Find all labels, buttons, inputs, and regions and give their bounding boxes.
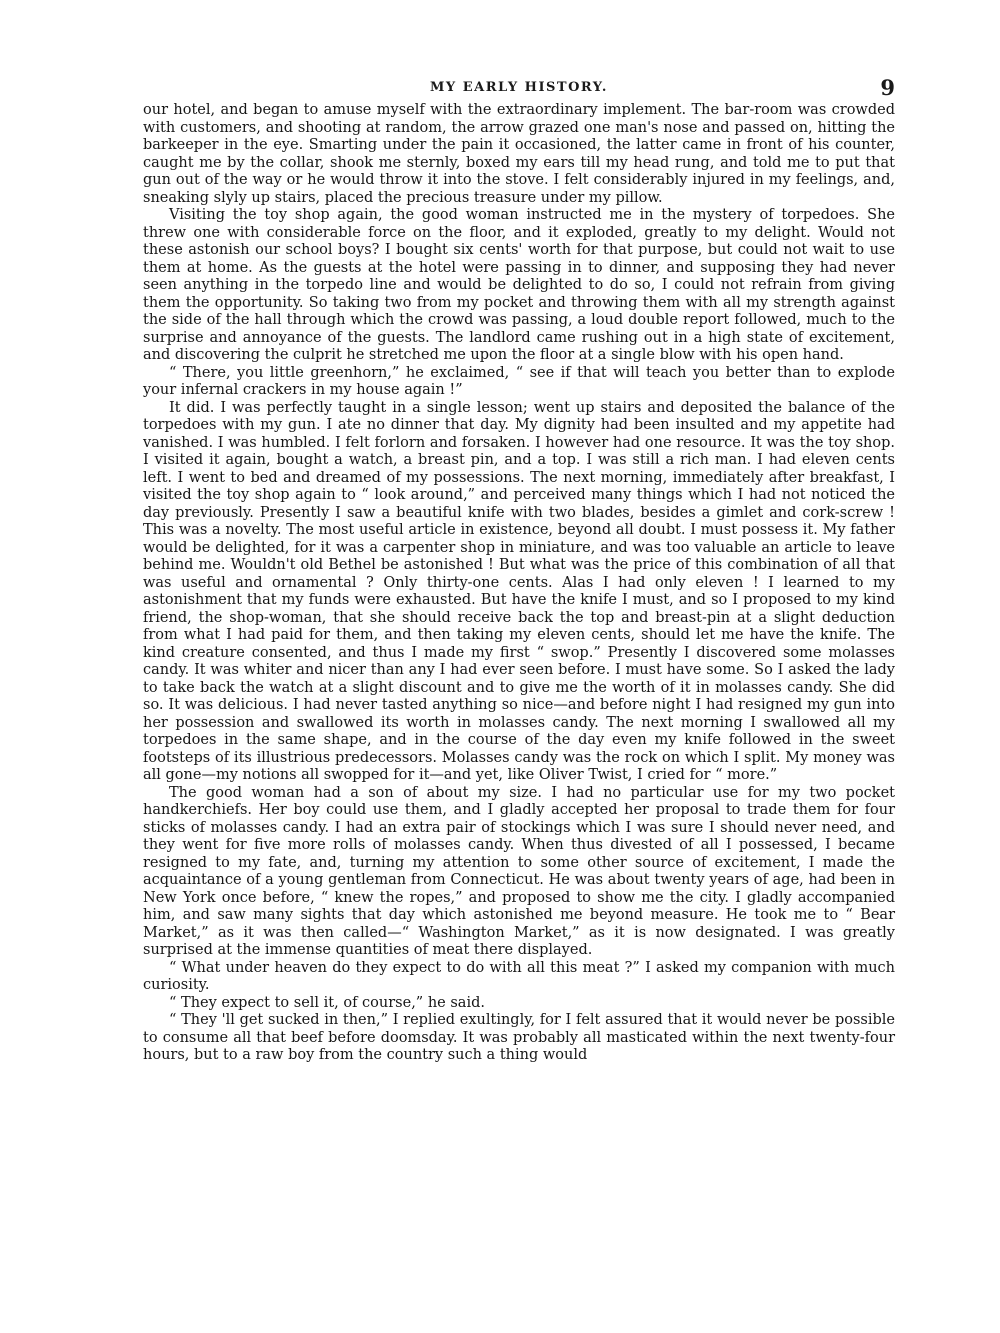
paragraph-landlord-quote: “ There, you little greenhorn,” he exclaimed, “ see if that will teach you better than to explode your infernal crackers in my house again !” [143,364,895,398]
paragraph-reply: “ They 'll get sucked in then,” I replied exultingly, for I felt assured that it would never be possible to consume all that beef before doomsday. It was probably all masticated within the next twenty-four hours, but to a raw boy from the country such a thing would [143,1012,895,1063]
page-number: 9 [880,75,895,100]
paragraph-market: The good woman had a son of about my size. I had no particular use for my two pocket handkerchiefs. Her boy could use them, and I gladly accepted her proposal to trade them for four sticks of molasses candy. I had an extra pair of stockings which I was sure I should never need, and they went for five more rolls of molasses candy. When thus divested of all I possessed, I became resigned to my fate, and, turning my attention to some other source of excitement, I made the acquaintance of a young gentleman from Connecticut. He was about twenty years of age, had been in New York once before, “ knew the ropes,” and proposed to show me the city. I gladly accompanied him, and saw many sights that day which astonished me beyond measure. He took me to “ Bear Market,” as it was then called—“ Washington Market,” as it is now designated. I was greatly surprised at the immense quantities of meat there displayed. [143,784,895,958]
running-title: MY EARLY HISTORY. [430,80,608,95]
paragraph-toy-shop: It did. I was perfectly taught in a single lesson; went up stairs and deposited the balance of the torpedoes with my gun. I ate no dinner that day. My dignity had been insulted and my appetite had vanished. I was humbled. I felt forlorn and forsaken. I however had one resource. It was the toy shop. I visited it again, bought a watch, a breast pin, and a top. I was still a rich man. I had eleven cents left. I went to bed and dreamed of my possessions. The next morning, immediately after breakfast, I visited the toy shop again to “ look around,” and perceived many things which I had not noticed the day previously. Presently I saw a beautiful knife with two blades, besides a gimlet and cork-screw ! This was a novelty. The most useful article in existence, beyond all doubt. I must possess it. My father would be delighted, for it was a carpenter shop in miniature, and was too valuable an article to leave behind me. Wouldn't old Bethel be astonished ! But what was the price of this combination of all that was useful and ornamental ? Only thirty-one cents. Alas I had only eleven ! I learned to my astonishment that my funds were exhausted. But have the knife I must, and so I proposed to my kind friend, the shop-woman, that she should receive back the top and breast-pin at a slight deduction from what I had paid for them, and then taking my eleven cents, should let me have the knife. The kind creature consented, and thus I made my first “ swop.” Presently I discovered some molasses candy. It was whiter and nicer than any I had ever seen before. I must have some. So I asked the lady to take back the watch at a slight discount and to give me the worth of it in molasses candy. She did so. It was delicious. I had never tasted anything so nice—and before night I had resigned my gun into her possession and swallowed its worth in molasses candy. The next morning I swallowed all my torpedoes in the same shape, and in the course of the day even my knife followed in the sweet footsteps of its illustrious predecessors. Molasses candy was the rock on which I split. My money was all gone—my notions all swopped for it—and yet, like Oliver Twist, I cried for “ more.” [143,399,895,783]
body-text [143,102,895,1065]
paragraph-answer: “ They expect to sell it, of course,” he said. [169,994,485,1011]
running-header [143,77,895,101]
paragraph-question: “ What under heaven do they expect to do with all this meat ?” I asked my companion with much curiosity. [143,959,895,993]
paragraph-torpedoes: Visiting the toy shop again, the good woman instructed me in the mystery of torpedoes. She threw one with considerable force on the floor, and it exploded, greatly to my delight. Would not these astonish our school boys? I bought six cents' worth for that purpose, but could not wait to use them at home. As the guests at the hotel were passing in to dinner, and supposing they had never seen anything in the torpedo line and would be delighted to do so, I could not refrain from giving them the opportunity. So taking two from my pocket and throwing them with all my strength against the side of the hall through which the crowd was passing, a loud double report followed, much to the surprise and annoyance of the guests. The landlord came rushing out in a high state of excitement, and discovering the culprit he stretched me upon the floor at a single blow with his open hand. [143,207,895,363]
paragraph-hotel-arrow: our hotel, and began to amuse myself with the extraordinary implement. The bar-room was crowded with customers, and shooting at random, the arrow grazed one man's nose and passed on, hitting the barkeeper in the eye. Smarting under the pain it occasioned, the latter came in front of his counter, caught me by the collar, shook me sternly, boxed my ears till my head rung, and told me to put that gun out of the way or he would throw it into the stove. I felt considerably injured in my feelings, and, sneaking slyly up stairs, placed the precious treasure under my pillow. [143,102,895,206]
